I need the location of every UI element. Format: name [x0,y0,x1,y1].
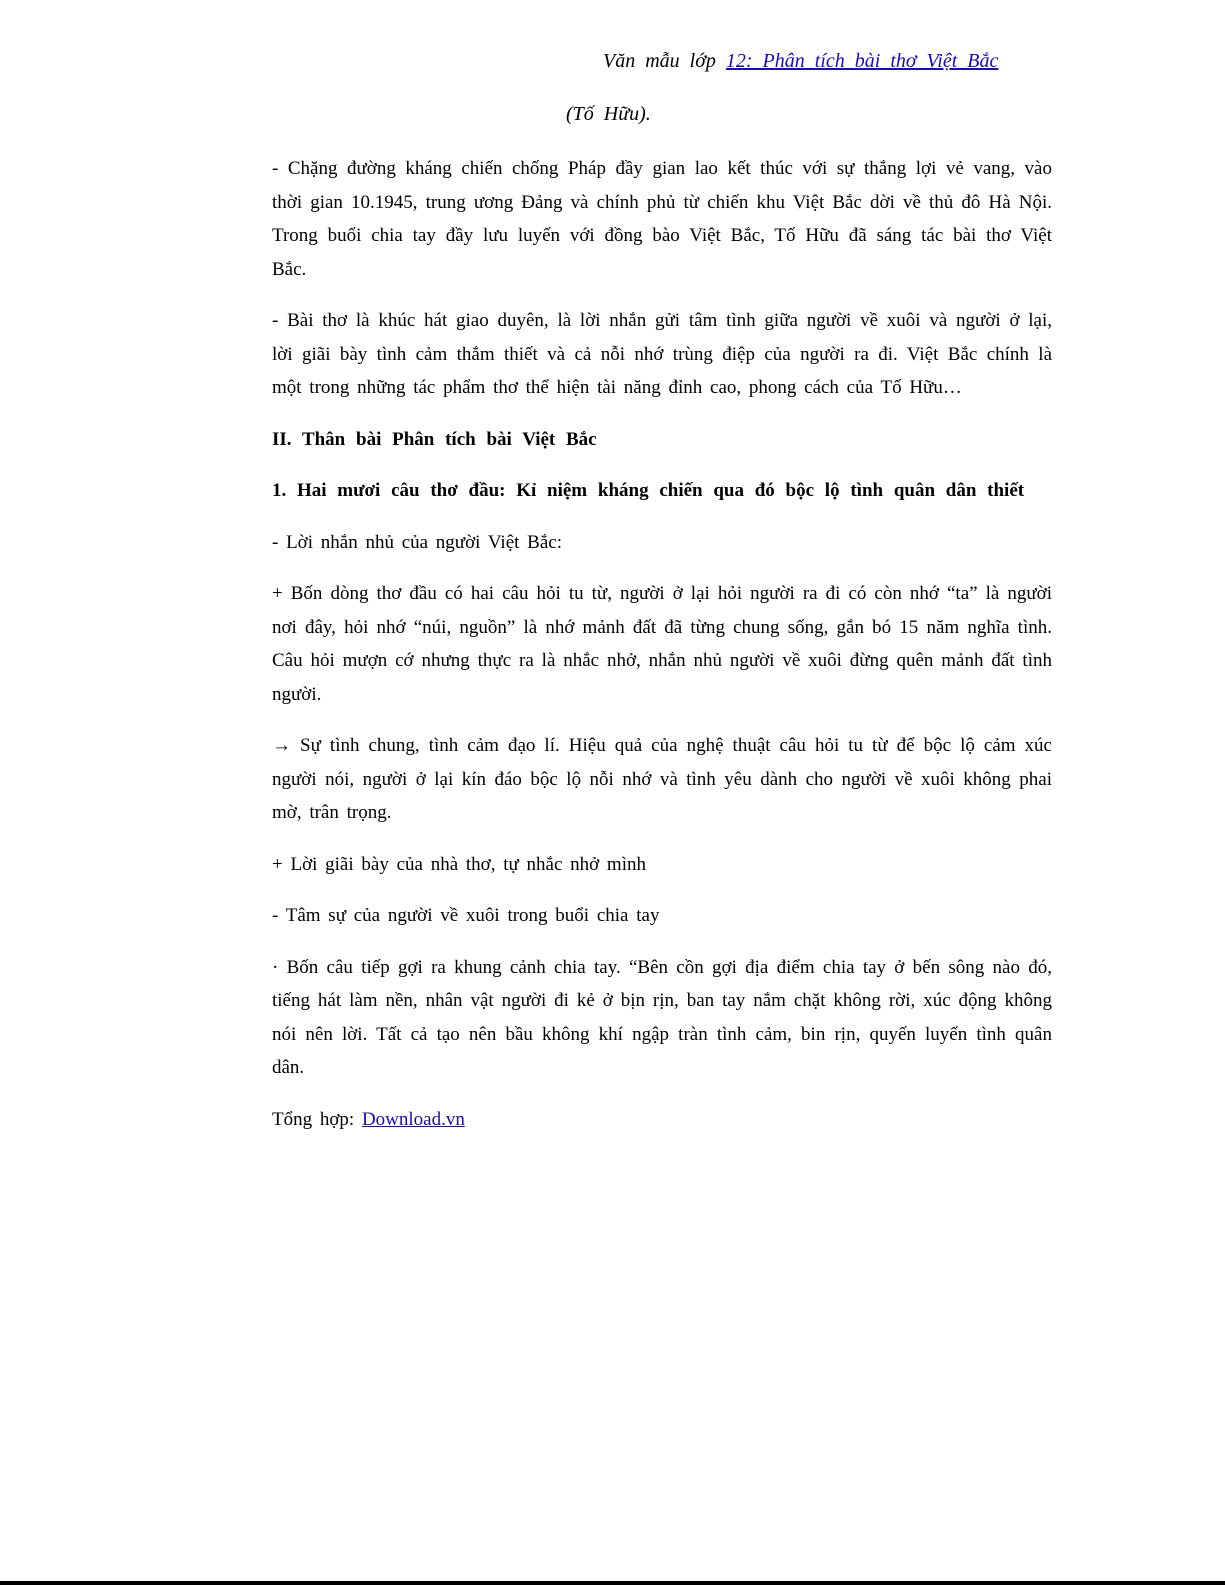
intro-paragraph-1: - Chặng đường kháng chiến chống Pháp đầy gian lao kết thúc với sự thắng lợi vẻ vang, vào thời gian 10.1945, trung ương Đảng và chính phủ từ chiến khu Việt Bắc dời về thủ đô Hà Nội. Trong buổi chia tay đầy lưu luyến với đồng bào Việt Bắc, Tố Hữu đã sáng tác bài thơ Việt Bắc. [272,158,1052,280]
page-bottom-rule [0,1581,1225,1585]
header-title-link[interactable]: 12: Phân tích bài thơ Việt Bắc [725,50,999,72]
intro-paragraph-2: - Bài thơ là khúc hát giao duyên, là lời nhắn gửi tâm tình giữa người về xuôi và người ở lại, lời giãi bày tình cảm thắm thiết và cả nỗi nhớ trùng điệp của người ra đi. Việt Bắc chính là một trong những tác phẩm thơ thể hiện tài năng đỉnh cao, phong cách của Tố Hữu… [272,310,1052,398]
body-paragraph-5: - Tâm sự của người về xuôi trong buổi chia tay [272,905,660,926]
header-prefix: Văn mẫu lớp [603,50,716,72]
section-heading: II. Thân bài Phân tích bài Việt Bắc [272,428,597,450]
header-line [603,50,998,73]
document-body [272,152,1052,1154]
footer-source [272,1103,1052,1137]
body-paragraph-1: - Lời nhắn nhủ của người Việt Bắc: [272,531,562,553]
body-paragraph-3: → Sự tình chung, tình cảm đạo lí. Hiệu quả của nghệ thuật câu hỏi tu từ để bộc lộ cảm xúc người nói, người ở lại kín đáo bộc lộ nỗi nhớ và tình yêu dành cho người về xuôi không phai mờ, trân trọng. [272,735,1052,823]
footer-prefix: Tổng hợp: [272,1108,355,1130]
header-author: (Tố Hữu). [566,103,651,125]
body-paragraph-6: · Bốn câu tiếp gợi ra khung cảnh chia tay. “Bên cồn gợi địa điểm chia tay ở bến sông nào đó, tiếng hát làm nền, nhân vật người đi kẻ ở bịn rịn, ban tay nắm chặt không rời, xúc động không nói nên lời. Tất cả tạo nên bầu không khí ngập tràn tình cảm, bin rịn, quyến luyến tình quân dân. [272,956,1052,1078]
subheading: 1. Hai mươi câu thơ đầu: Kỉ niệm kháng chiến qua đó bộc lộ tình quân dân thiết [272,480,1025,501]
body-paragraph-4: + Lời giãi bày của nhà thơ, tự nhắc nhở mình [272,853,646,875]
body-paragraph-2: + Bốn dòng thơ đầu có hai câu hỏi tu từ, người ở lại hỏi người ra đi có còn nhớ “ta” là người nơi đây, hỏi nhớ “núi, nguồn” là nhớ mảnh đất đã từng chung sống, gắn bó 15 năm nghĩa tình. Câu hỏi mượn cớ nhưng thực ra là nhắc nhở, nhắn nhủ người về xuôi đừng quên mảnh đất tình người. [272,583,1052,705]
footer-source-link[interactable]: Download.vn [361,1108,465,1130]
